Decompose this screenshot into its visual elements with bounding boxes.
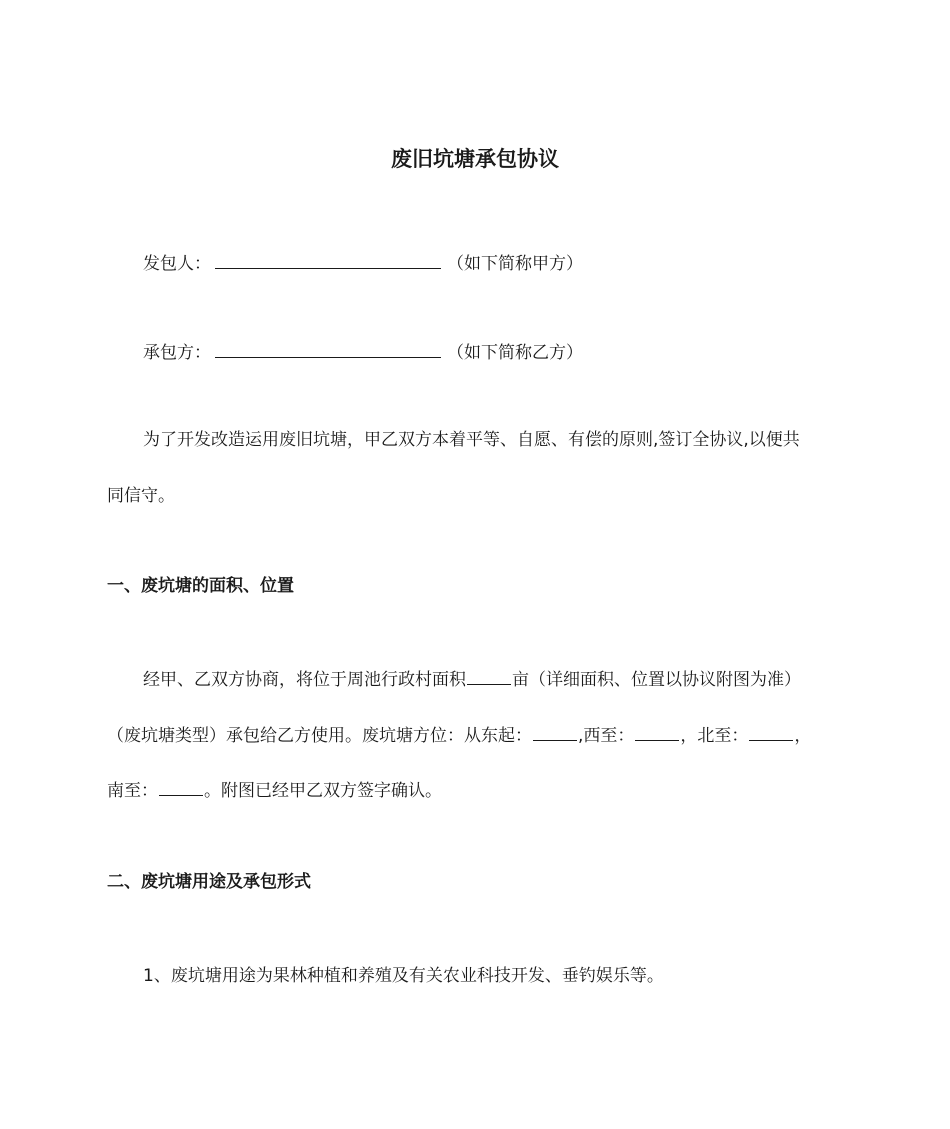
party-b-suffix: （如下简称乙方） <box>447 343 583 363</box>
s1-text-g: 南至： <box>107 781 158 801</box>
section-2-item-1: 1、废坑塘用途为果林种植和养殖及有关农业科技开发、垂钓娱乐等。 <box>143 966 664 986</box>
s1-text-f: ， <box>794 726 812 746</box>
party-a-blank <box>215 250 441 269</box>
s1-text-e: ，北至： <box>680 726 749 746</box>
section-1-heading: 一、废坑塘的面积、位置 <box>107 576 294 596</box>
section-2-heading: 二、废坑塘用途及承包形式 <box>107 872 311 892</box>
south-blank <box>159 779 203 796</box>
preamble-line-1: 为了开发改造运用废旧坑塘，甲乙双方本着平等、自愿、有偿的原则,签订全协议,以便共 <box>143 430 800 450</box>
document-title: 废旧坑塘承包协议 <box>391 147 559 171</box>
party-b-blank <box>215 339 441 358</box>
s1-text-c: （废坑塘类型）承包给乙方使用。废坑塘方位：从东起： <box>107 726 532 746</box>
party-b-label: 承包方： <box>143 343 211 363</box>
north-blank <box>749 724 793 741</box>
east-blank <box>533 724 577 741</box>
section-1-paragraph-line-3 <box>107 779 442 803</box>
area-blank <box>467 668 511 685</box>
party-a-suffix: （如下简称甲方） <box>447 254 583 274</box>
s1-text-d: ,西至： <box>578 726 635 746</box>
section-1-paragraph-line-1 <box>143 668 801 692</box>
preamble-line-2: 同信守。 <box>107 486 175 506</box>
party-b-line <box>143 339 583 365</box>
section-1-paragraph-line-2 <box>107 724 811 748</box>
s1-text-b: 亩（详细面积、位置以协议附图为准） <box>512 670 801 690</box>
party-a-label: 发包人： <box>143 254 211 274</box>
s1-text-h: 。附图已经甲乙双方签字确认。 <box>204 781 442 801</box>
party-a-line <box>143 250 583 276</box>
west-blank <box>635 724 679 741</box>
s1-text-a: 经甲、乙双方协商，将位于周池行政村面积 <box>143 670 466 690</box>
